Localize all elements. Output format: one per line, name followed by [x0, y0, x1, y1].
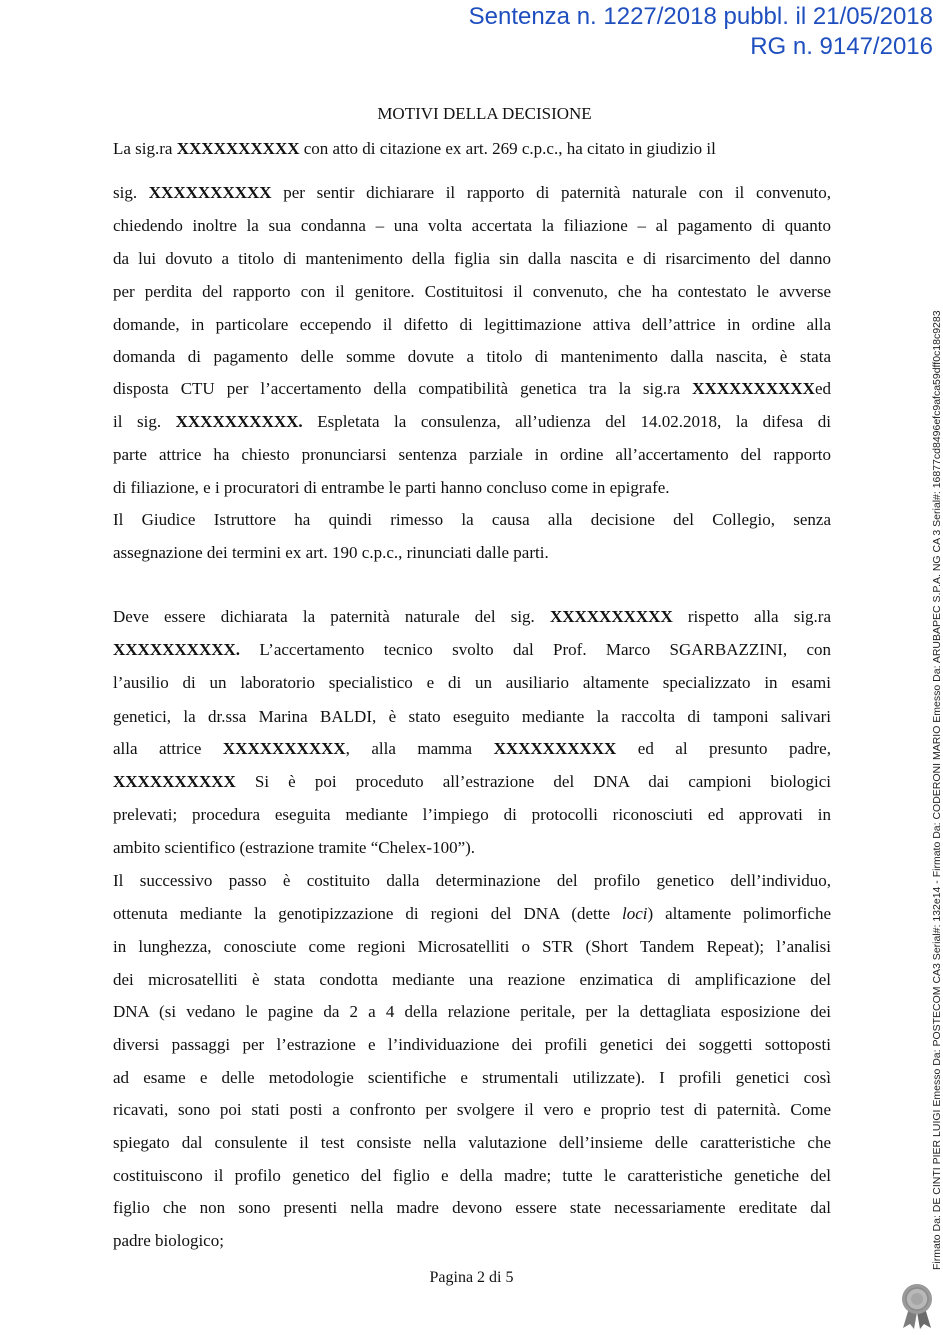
text-line: [113, 606, 831, 628]
text-span: ) altamente polimorfiche: [647, 904, 831, 923]
text-span: La sig.ra: [113, 139, 177, 158]
text-span: ricavati, sono poi stati posti a confronto per svolgere il vero e proprio test di paternità. Come: [113, 1100, 831, 1119]
text-span: Il Giudice Istruttore ha quindi rimesso la causa alla decisione del Collegio, senza: [113, 510, 831, 529]
text-span: , alla mamma: [345, 739, 494, 758]
text-span: loci: [622, 904, 648, 923]
text-span: spiegato dal consulente il test consiste nella valutazione dell’insieme delle caratteristiche che: [113, 1133, 831, 1152]
redacted-name: XXXXXXXXXX: [493, 739, 617, 758]
text-span: diversi passaggi per l’estrazione e l’individuazione dei profili genetici dei soggetti sottoposti: [113, 1035, 831, 1054]
redacted-name: XXXXXXXXXX.: [113, 640, 241, 659]
text-line: [113, 138, 831, 160]
text-span: per sentir dichiarare il rapporto di paternità naturale con il convenuto,: [271, 183, 832, 202]
text-line: [113, 771, 831, 793]
text-line: [113, 903, 831, 925]
redacted-name: XXXXXXXXXX: [549, 607, 673, 626]
text-line: [113, 936, 831, 958]
text-line: [113, 1067, 831, 1089]
text-span: in lunghezza, conosciute come regioni Microsatelliti o STR (Short Tandem Repeat); l’analisi: [113, 937, 831, 956]
redacted-name: XXXXXXXXXX: [176, 139, 300, 158]
text-line: [113, 411, 831, 433]
text-line: [113, 1001, 831, 1023]
text-line: [113, 1099, 831, 1121]
text-line: [113, 542, 831, 564]
text-line: [113, 870, 831, 892]
text-span: Si è poi proceduto all’estrazione del DNA dai campioni biologici: [235, 772, 831, 791]
redacted-name: XXXXXXXXXX: [148, 183, 272, 202]
text-span: genetici, la dr.ssa Marina BALDI, è stato eseguito mediante la raccolta di tamponi salivari: [113, 707, 831, 726]
text-span: DNA (si vedano le pagine da 2 a 4 della relazione peritale, per la dettagliata esposizione dei: [113, 1002, 831, 1021]
text-span: parte attrice ha chiesto pronunciarsi sentenza parziale in ordine all’accertamento del rapporto: [113, 445, 831, 464]
text-line: [113, 1197, 831, 1219]
text-span: Deve essere dichiarata la paternità naturale del sig.: [113, 607, 550, 626]
text-span: L’accertamento tecnico svolto dal Prof. Marco SGARBAZZINI, con: [240, 640, 831, 659]
text-line: [113, 444, 831, 466]
text-span: ottenuta mediante la genotipizzazione di regioni del DNA (dette: [113, 904, 622, 923]
text-span: prelevati; procedura eseguita mediante l’impiego di protocolli riconosciuti ed approvati in: [113, 805, 831, 824]
text-line: [113, 248, 831, 270]
text-span: assegnazione dei termini ex art. 190 c.p.c., rinunciati dalle parti.: [113, 543, 549, 562]
text-span: per perdita del rapporto con il genitore. Costituitosi il convenuto, che ha contestato le avverse: [113, 282, 831, 301]
text-line: [113, 706, 831, 728]
text-span: domande, in particolare eccependo il difetto di legittimazione attiva dell’attrice in ordine alla: [113, 315, 831, 334]
text-span: ad esame e delle metodologie scientifiche e strumentali utilizzate). I profili genetici così: [113, 1068, 831, 1087]
text-span: Espletata la consulenza, all’udienza del 14.02.2018, la difesa di: [302, 412, 831, 431]
text-span: ed al presunto padre,: [616, 739, 831, 758]
text-line: [113, 509, 831, 531]
text-span: l’ausilio di un laboratorio specialistico e di un ausiliario altamente specializzato in esami: [113, 673, 831, 692]
text-line: [113, 346, 831, 368]
text-span: dei microsatelliti è stata condotta mediante una reazione enzimatica di amplificazione del: [113, 970, 831, 989]
text-span: rispetto alla sig.ra: [672, 607, 832, 626]
signature-stamp: Firmato Da: DE CINTI PIER LUIGI Emesso Da: POSTECOM CA3 Serial#: 132e14 - Firmato Da: CODERONI MARIO Emesso Da: ARUBAPEC S.P.A. NG CA 3 Serial#: 16877cd8496efc9afca59dff0c18c9283: [931, 310, 943, 1270]
page-number: Pagina 2 di 5: [429, 1269, 514, 1286]
text-span: di filiazione, e i procuratori di entrambe le parti hanno concluso come in epigrafe.: [113, 478, 670, 497]
text-line: [113, 477, 831, 499]
section-title: MOTIVI DELLA DECISIONE: [377, 104, 592, 123]
text-span: Il successivo passo è costituito dalla determinazione del profilo genetico dell’individuo,: [113, 871, 831, 890]
redacted-name: XXXXXXXXXX.: [175, 412, 303, 431]
text-line: [113, 182, 831, 204]
text-line: [113, 281, 831, 303]
text-span: da lui dovuto a titolo di mantenimento della figlia sin dalla nascita e di risarcimento del danno: [113, 249, 831, 268]
text-span: il sig.: [113, 412, 176, 431]
text-span: alla attrice: [113, 739, 223, 758]
text-line: [113, 1230, 831, 1252]
text-span: domanda di pagamento delle somme dovute a titolo di mantenimento dalla nascita, è stata: [113, 347, 831, 366]
text-span: con atto di citazione ex art. 269 c.p.c., ha citato in giudizio il: [299, 139, 716, 158]
text-span: chiedendo inoltre la sua condanna – una volta accertata la filiazione – al pagamento di quanto: [113, 216, 831, 235]
text-line: [113, 314, 831, 336]
text-span: ed: [814, 379, 831, 398]
text-span: sig.: [113, 183, 149, 202]
text-line: [113, 639, 831, 661]
text-line: [113, 804, 831, 826]
text-line: [113, 738, 831, 760]
text-line: [113, 1165, 831, 1187]
text-line: [113, 672, 831, 694]
text-span: padre biologico;: [113, 1231, 224, 1250]
seal-icon: [897, 1282, 937, 1330]
text-line: [113, 215, 831, 237]
text-line: [113, 969, 831, 991]
redacted-name: XXXXXXXXXX: [692, 379, 815, 398]
redacted-name: XXXXXXXXXX: [113, 772, 236, 791]
text-span: costituiscono il profilo genetico del figlio e della madre; tutte le caratteristiche genetiche del: [113, 1166, 831, 1185]
text-line: [113, 378, 831, 400]
sentence-header: Sentenza n. 1227/2018 pubbl. il 21/05/2018: [468, 3, 933, 30]
text-line: [113, 837, 831, 859]
text-span: disposta CTU per l’accertamento della compatibilità genetica tra la sig.ra: [113, 379, 693, 398]
rg-header: RG n. 9147/2016: [750, 33, 933, 60]
redacted-name: XXXXXXXXXX: [222, 739, 346, 758]
text-span: ambito scientifico (estrazione tramite “Chelex-100”).: [113, 838, 476, 857]
text-line: [113, 1132, 831, 1154]
text-line: [113, 1034, 831, 1056]
text-span: figlio che non sono presenti nella madre devono essere state necessariamente ereditate dal: [113, 1198, 831, 1217]
